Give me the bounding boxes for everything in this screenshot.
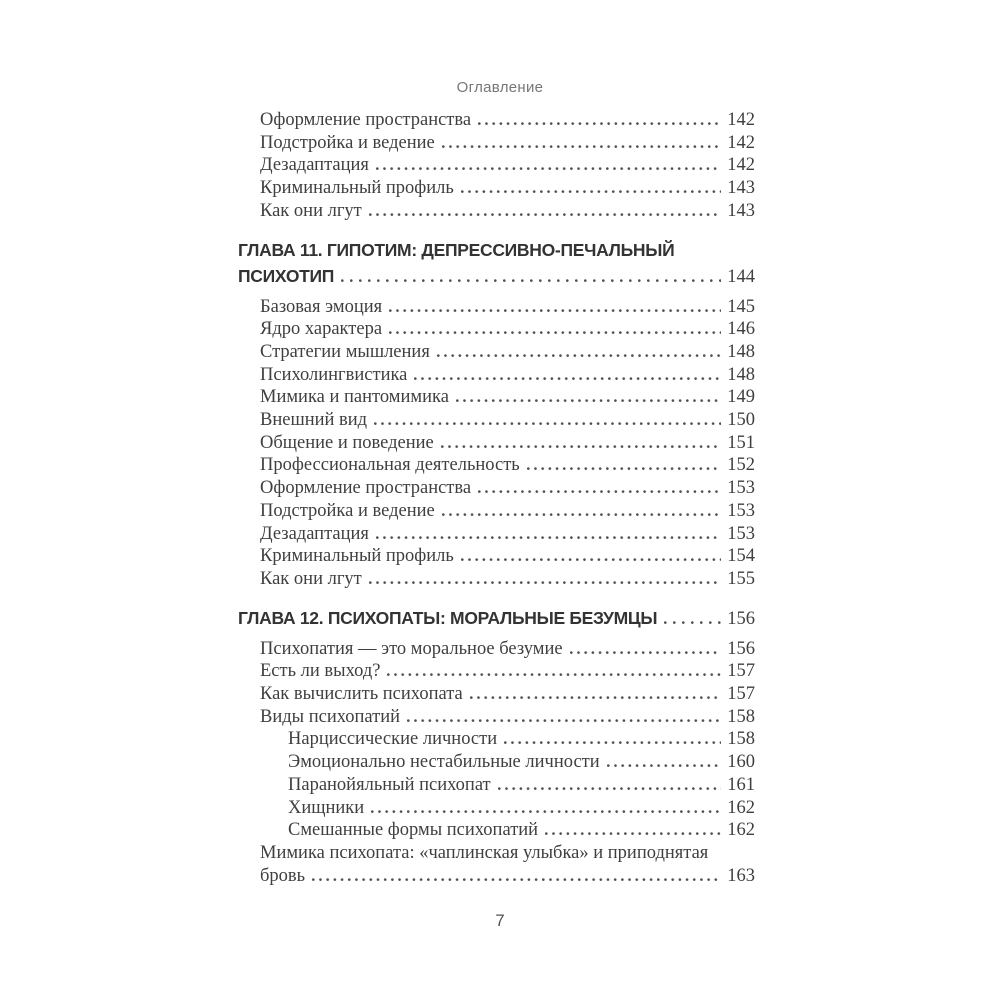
toc-page-ref: 158: [727, 706, 755, 727]
toc-entry-line: ГЛАВА 11. ГИПОТИМ: ДЕПРЕССИВНО-ПЕЧАЛЬНЫЙ: [238, 239, 675, 260]
toc-entry: [238, 797, 755, 820]
toc-entry-label: Есть ли выход?: [260, 661, 381, 682]
toc-entry: [238, 341, 755, 364]
toc-entry-label: Смешанные формы психопатий: [288, 820, 539, 841]
toc-entry: [238, 200, 755, 223]
toc-entry-label: Внешний вид: [260, 410, 368, 431]
toc-entry-row: [288, 774, 755, 797]
dot-leader: [545, 832, 721, 835]
toc-entry-label: Общение и поведение: [260, 432, 434, 453]
toc-entry: [238, 318, 755, 341]
toc-entry-label: ГЛАВА 12. ПСИХОПАТЫ: МОРАЛЬНЫЕ БЕЗУМЦЫ: [238, 607, 658, 628]
toc-entry: [238, 523, 755, 546]
toc-page-ref: 155: [727, 568, 755, 589]
toc-entry-row: [288, 751, 755, 774]
toc-entry-label: Эмоционально нестабильные личности: [288, 752, 600, 773]
dot-leader: [341, 279, 721, 282]
toc-entry-row: [260, 432, 755, 455]
dot-leader: [376, 536, 721, 539]
toc-entry-row: [260, 109, 755, 132]
toc-entry-label: ПСИХОТИП: [238, 265, 335, 286]
toc-entry-label: Нарциссические личности: [288, 729, 498, 750]
toc-entry: [238, 842, 755, 887]
toc-entry-row: [260, 296, 755, 319]
dot-leader: [371, 810, 721, 813]
dot-leader: [374, 422, 721, 425]
toc-entry: [238, 683, 755, 706]
toc-entry: [238, 432, 755, 455]
toc-entry-label: Психолингвистика: [260, 364, 408, 385]
toc-entry-row: [260, 200, 755, 223]
toc-page-ref: 153: [727, 500, 755, 521]
toc-entry-row: [260, 154, 755, 177]
toc-entry: [238, 409, 755, 432]
dot-leader: [607, 764, 722, 767]
toc-entry-row: [260, 364, 755, 387]
toc-entry-label: Как они лгут: [260, 200, 362, 221]
toc-page-ref: 148: [727, 364, 755, 385]
dot-leader: [664, 621, 721, 624]
toc-page-ref: 143: [727, 200, 755, 221]
toc-entry: [238, 177, 755, 200]
toc-entry-row: [260, 523, 755, 546]
toc-page-ref: 142: [727, 155, 755, 176]
toc-page-ref: 160: [727, 752, 755, 773]
toc-entry: [238, 728, 755, 751]
toc-entry-line: Мимика психопата: «чаплинская улыбка» и приподнятая: [260, 842, 709, 863]
dot-leader: [441, 445, 721, 448]
toc-page-ref: 162: [727, 797, 755, 818]
dot-leader: [414, 377, 721, 380]
toc-chapter-entry: [238, 605, 755, 632]
toc-page-ref: 145: [727, 296, 755, 317]
toc-entry-row: [260, 318, 755, 341]
toc-page-ref: 161: [727, 774, 755, 795]
toc-entry-label: бровь: [260, 865, 306, 886]
dot-leader: [376, 167, 721, 170]
toc-page-ref: 151: [727, 432, 755, 453]
toc-entry-label: Виды психопатий: [260, 706, 401, 727]
toc-entry: [238, 545, 755, 568]
toc-page-ref: 156: [727, 608, 755, 629]
toc-entry-row: [260, 500, 755, 523]
dot-leader: [369, 213, 722, 216]
toc-entry-label: Базовая эмоция: [260, 296, 383, 317]
toc-entry-label: Хищники: [288, 797, 365, 818]
toc-entry: [238, 638, 755, 661]
toc-chapter-entry: [238, 237, 755, 290]
toc-entry-row: [238, 263, 755, 290]
toc-entry-label: Оформление пространства: [260, 478, 472, 499]
toc-page-ref: 154: [727, 546, 755, 567]
toc-entry-row: [260, 386, 755, 409]
table-of-contents: [238, 109, 755, 887]
page-header: Оглавление: [456, 79, 544, 96]
toc-page-ref: 158: [727, 729, 755, 750]
toc-entry-label: Криминальный профиль: [260, 546, 454, 567]
dot-leader: [470, 696, 722, 699]
toc-entry: [238, 296, 755, 319]
toc-entry: [238, 819, 755, 842]
toc-page-ref: 149: [727, 387, 755, 408]
toc-page-ref: 153: [727, 478, 755, 499]
toc-entry-row: [260, 177, 755, 200]
toc-entry-row: [260, 683, 755, 706]
toc-entry-row: [260, 706, 755, 729]
dot-leader: [442, 145, 722, 148]
toc-entry-row: [238, 605, 755, 632]
toc-entry: [238, 154, 755, 177]
toc-entry-row: [288, 797, 755, 820]
dot-leader: [478, 122, 721, 125]
dot-leader: [437, 354, 721, 357]
toc-entry-row: [260, 454, 755, 477]
toc-entry: [238, 568, 755, 591]
toc-page-ref: 146: [727, 319, 755, 340]
dot-leader: [407, 719, 721, 722]
toc-page-ref: 156: [727, 638, 755, 659]
toc-entry: [238, 364, 755, 387]
dot-leader: [498, 787, 722, 790]
toc-entry-label: Как вычислить психопата: [260, 684, 463, 705]
toc-page-ref: 153: [727, 523, 755, 544]
dot-leader: [570, 651, 722, 654]
dot-leader: [387, 673, 721, 676]
toc-entry-label: Психопатия — это моральное безумие: [260, 638, 563, 659]
dot-leader: [389, 331, 721, 334]
toc-entry-row: [288, 728, 755, 751]
toc-entry-label: Как они лгут: [260, 568, 362, 589]
toc-entry-label: Ядро характера: [260, 319, 383, 340]
toc-entry: [238, 386, 755, 409]
toc-entry-label: Подстройка и ведение: [260, 132, 435, 153]
dot-leader: [389, 309, 721, 312]
toc-page-ref: 142: [727, 132, 755, 153]
toc-entry-label: Дезадаптация: [260, 523, 369, 544]
toc-page-ref: 142: [727, 110, 755, 130]
dot-leader: [461, 190, 721, 193]
dot-leader: [478, 490, 721, 493]
dot-leader: [312, 878, 721, 881]
toc-page-ref: 150: [727, 410, 755, 431]
toc-page-ref: 163: [727, 865, 755, 886]
toc-page-ref: 148: [727, 341, 755, 362]
toc-page-ref: 143: [727, 178, 755, 199]
toc-entry-label: Паранойяльный психопат: [288, 774, 491, 795]
dot-leader: [504, 741, 721, 744]
dot-leader: [461, 558, 721, 561]
toc-entry-row: [260, 341, 755, 364]
toc-entry-row: [260, 545, 755, 568]
toc-entry-row: [260, 660, 755, 683]
dot-leader: [527, 467, 722, 470]
toc-page-ref: 144: [727, 266, 755, 287]
dot-leader: [456, 399, 721, 402]
toc-entry: [238, 706, 755, 729]
toc-entry-label: Криминальный профиль: [260, 178, 454, 199]
toc-page-ref: 157: [727, 684, 755, 705]
toc-entry: [238, 132, 755, 155]
toc-entry: [238, 477, 755, 500]
dot-leader: [442, 513, 722, 516]
toc-entry-label: Мимика и пантомимика: [260, 387, 449, 408]
toc-entry-row: [288, 819, 755, 842]
toc-entry-row: [260, 477, 755, 500]
toc-entry-row: [260, 409, 755, 432]
toc-entry-row: [260, 132, 755, 155]
toc-entry-label: Профессиональная деятельность: [260, 455, 520, 476]
page-number-footer: 7: [495, 912, 505, 930]
toc-entry: [238, 500, 755, 523]
toc-page-ref: 152: [727, 455, 755, 476]
toc-entry-row: [260, 865, 755, 888]
toc-entry: [238, 774, 755, 797]
toc-entry-row: [260, 638, 755, 661]
toc-entry-label: Дезадаптация: [260, 155, 369, 176]
toc-entry: [238, 751, 755, 774]
toc-entry: [238, 109, 755, 132]
toc-entry-row: [260, 568, 755, 591]
toc-page-ref: 162: [727, 820, 755, 841]
dot-leader: [369, 581, 722, 584]
toc-entry-label: Подстройка и ведение: [260, 500, 435, 521]
toc-page-ref: 157: [727, 661, 755, 682]
toc-entry-label: Стратегии мышления: [260, 341, 430, 362]
toc-entry: [238, 660, 755, 683]
toc-entry: [238, 454, 755, 477]
toc-entry-label: Оформление пространства: [260, 110, 472, 130]
